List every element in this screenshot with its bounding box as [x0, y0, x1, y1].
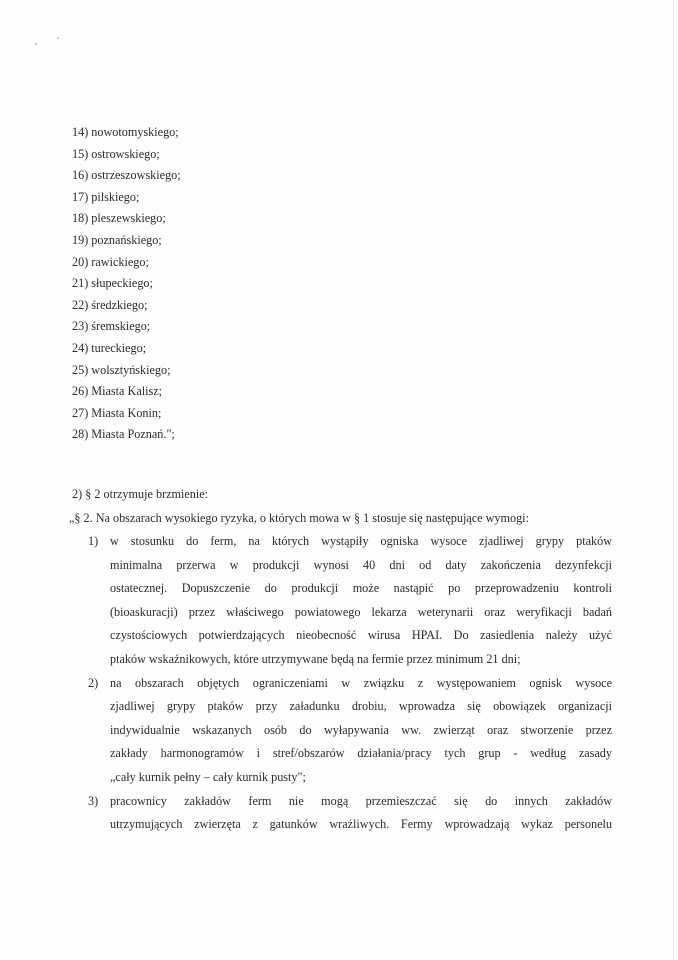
item-number: 2) [88, 675, 99, 690]
list-item: 19) poznańskiego; [72, 232, 162, 247]
list-item: 22) średzkiego; [72, 297, 148, 312]
text-line: utrzymujących zwierzęta z gatunków wrażliwych. Fermy wprowadzają wykaz personelu [110, 817, 612, 832]
requirement-item [88, 530, 612, 672]
requirement-item [88, 672, 612, 790]
list-item: 16) ostrzeszowskiego; [72, 168, 181, 183]
list-item: 23) śremskiego; [72, 319, 151, 334]
text-line: „cały kurnik pełny – cały kurnik pusty"; [110, 769, 306, 784]
text-line: zakłady harmonogramów i stref/obszarów działania/pracy tych grup - według zasady [110, 746, 612, 761]
text-line: na obszarach objętych ograniczeniami w związku z występowaniem ognisk wysoce [110, 675, 612, 690]
item-number: 1) [88, 534, 99, 548]
page-edge [673, 0, 674, 960]
list-item: 27) Miasta Konin; [72, 405, 162, 420]
list-item: 26) Miasta Kalisz; [72, 384, 163, 399]
paragraph-heading: „§ 2. Na obszarach wysokiego ryzyka, o których mowa w § 1 stosuje się następujące wymogi: [69, 511, 529, 525]
list-item: 18) pleszewskiego; [72, 211, 166, 226]
list-item: 25) wolsztyńskiego; [72, 362, 171, 377]
text-line: zjadliwej grypy ptaków przy załadunku drobiu, wprowadza się obowiązek organizacji [110, 699, 612, 714]
list-item: 28) Miasta Poznań."; [72, 427, 175, 442]
text-line: pracownicy zakładów ferm nie mogą przemieszczać się do innych zakładów [110, 793, 612, 808]
scan-speck [57, 37, 59, 39]
text-line: ostatecznej. Dopuszczenie do produkcji może nastąpić po przeprowadzeniu kontroli [110, 581, 612, 596]
text-line: minimalna przerwa w produkcji wynosi 40 dni od daty zakończenia dezynfekcji [110, 557, 612, 572]
scan-speck [35, 43, 37, 45]
list-item: 17) pilskiego; [72, 189, 140, 204]
list-item: 14) nowotomyskiego; [72, 125, 179, 139]
requirement-item [88, 790, 612, 837]
list-item: 20) rawickiego; [72, 254, 149, 269]
item-number: 3) [88, 793, 99, 808]
list-item: 21) słupeckiego; [72, 276, 153, 291]
text-line: w stosunku do ferm, na których wystąpiły ogniska wysoce zjadliwej grypy ptaków [110, 534, 612, 548]
list-item: 15) ostrowskiego; [72, 146, 160, 161]
district-list [72, 122, 181, 446]
text-line: czystościowych potwierdzających nieobecność wirusa HPAI. Do zasiedlenia należy użyć [110, 628, 612, 643]
requirements-list [88, 530, 612, 837]
text-line: (bioaskuracji) przez właściwego powiatowego lekarza weterynarii oraz weryfikacji badań [110, 604, 612, 619]
text-line: indywidualnie wskazanych osób do wyłapywania ww. zwierząt oraz stworzenie przez [110, 722, 612, 737]
list-item: 24) tureckiego; [72, 340, 147, 355]
text-line: ptaków wskaźnikowych, które utrzymywane będą na fermie przez minimum 21 dni; [110, 651, 521, 666]
amendment-line: 2) § 2 otrzymuje brzmienie: [72, 487, 209, 501]
